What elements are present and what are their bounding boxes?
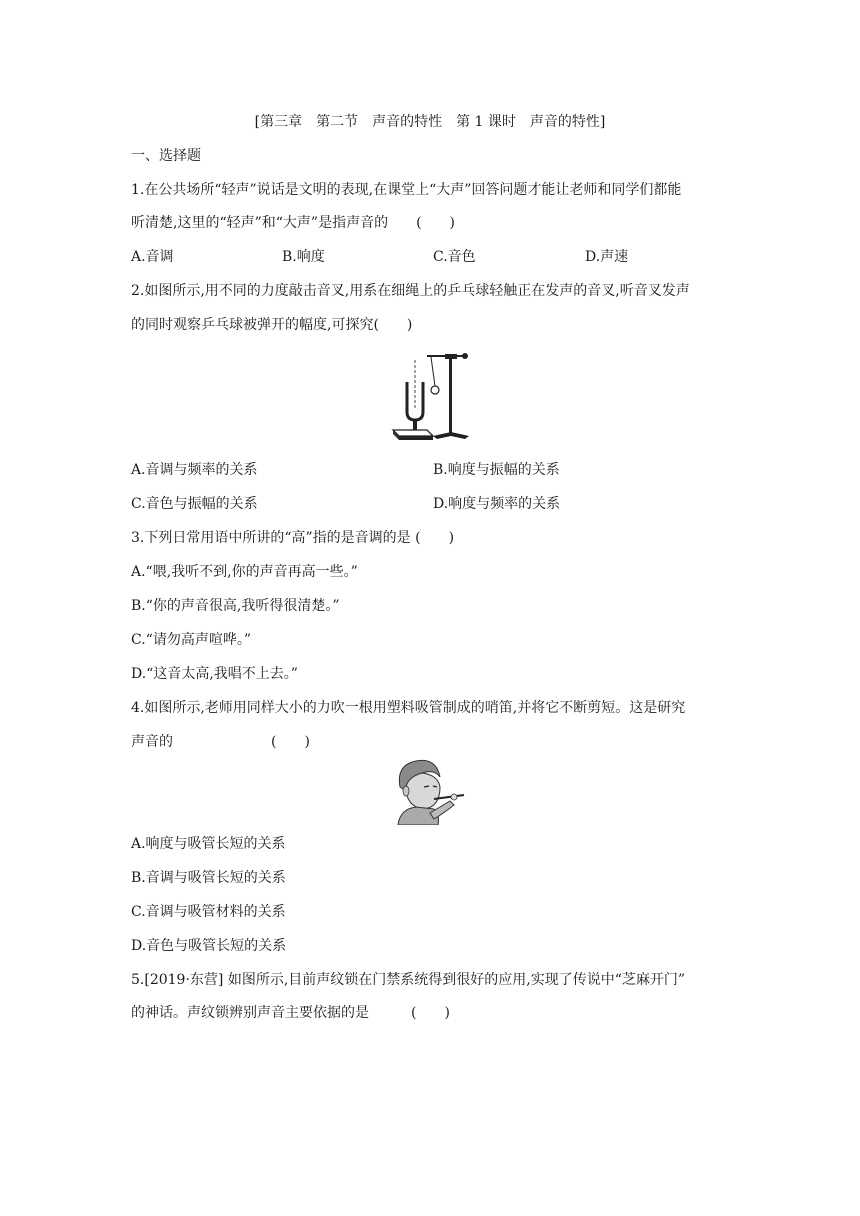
q5-source-tag: 5.[2019·东营] bbox=[131, 972, 224, 988]
q3-option-b: B.“你的声音很高,我听得很清楚。” bbox=[131, 598, 340, 614]
q3-option-c: C.“请勿高声喧哗。” bbox=[131, 632, 251, 648]
q2-option-a: A.音调与频率的关系 bbox=[131, 462, 258, 478]
q4-stem-line1: 4.如图所示,老师用同样大小的力吹一根用塑料吸管制成的哨笛,并将它不断剪短。这是研究 bbox=[131, 700, 686, 716]
q2-stem-line2: 的同时观察乒乓球被弹开的幅度,可探究( ) bbox=[131, 317, 413, 333]
tuning-fork-figure bbox=[385, 348, 475, 446]
q4-option-c: C.音调与吸管材料的关系 bbox=[131, 904, 286, 920]
q5-stem-text: 如图所示,目前声纹锁在门禁系统得到很好的应用,实现了传说中“芝麻开门” bbox=[227, 972, 686, 988]
q1-option-a: A.音调 bbox=[131, 249, 174, 265]
q1-option-b: B.响度 bbox=[282, 249, 325, 265]
q2-option-d: D.响度与频率的关系 bbox=[433, 496, 561, 512]
q4-stem-line2: 声音的 ( ) bbox=[131, 734, 310, 750]
q1-option-d: D.声速 bbox=[585, 249, 629, 265]
boy-blowing-straw-figure bbox=[394, 757, 468, 825]
q1-option-c: C.音色 bbox=[433, 249, 476, 265]
q4-option-a: A.响度与吸管长短的关系 bbox=[131, 836, 286, 852]
q5-stem-line2: 的神话。声纹锁辨别声音主要依据的是 ( ) bbox=[131, 1005, 450, 1021]
page-title: [第三章 第二节 声音的特性 第 1 课时 声音的特性] bbox=[254, 114, 606, 130]
q3-option-d: D.“这音太高,我唱不上去。” bbox=[131, 666, 298, 682]
q3-option-a: A.“喂,我听不到,你的声音再高一些。” bbox=[131, 564, 358, 580]
section-heading: 一、选择题 bbox=[131, 148, 201, 164]
q2-stem-line1: 2.如图所示,用不同的力度敲击音叉,用系在细绳上的乒乓球轻触正在发声的音叉,听音叉发声 bbox=[131, 283, 690, 299]
q2-option-b: B.响度与振幅的关系 bbox=[433, 462, 560, 478]
q1-stem-line1: 1.在公共场所“轻声”说话是文明的表现,在课堂上“大声”回答问题才能让老师和同学们都能 bbox=[131, 182, 682, 198]
q5-stem-line1 bbox=[131, 970, 685, 990]
q2-option-c: C.音色与振幅的关系 bbox=[131, 496, 258, 512]
q1-stem-line2: 听清楚,这里的“轻声”和“大声”是指声音的 ( ) bbox=[131, 215, 456, 231]
q4-option-b: B.音调与吸管长短的关系 bbox=[131, 870, 286, 886]
q3-stem: 3.下列日常用语中所讲的“高”指的是音调的是 ( ) bbox=[131, 530, 455, 546]
q4-option-d: D.音色与吸管长短的关系 bbox=[131, 938, 287, 954]
